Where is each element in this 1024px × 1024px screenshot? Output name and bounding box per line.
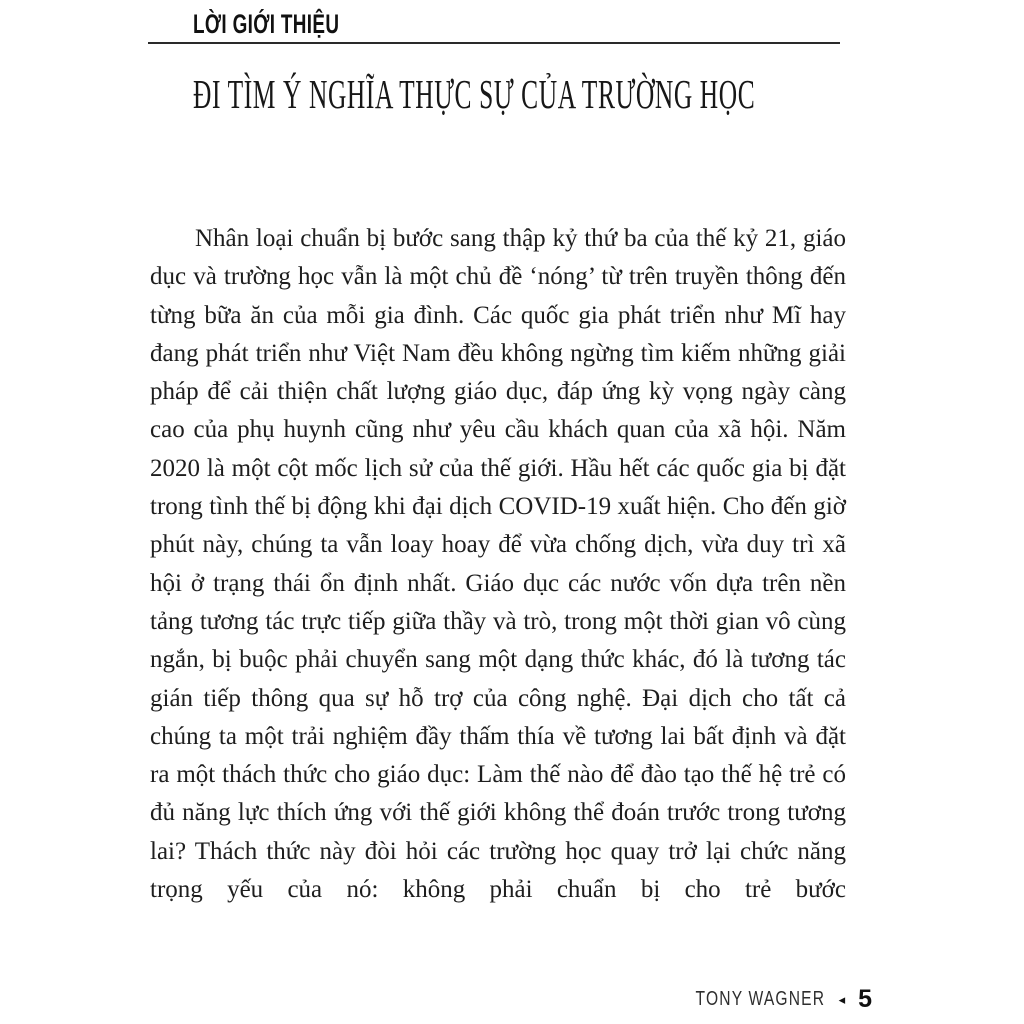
running-header: LỜI GIỚI THIỆU	[193, 9, 340, 39]
page-footer	[0, 985, 872, 1014]
chapter-title: ĐI TÌM Ý NGHĨA THỰC SỰ CỦA TRƯỜNG HỌC	[193, 71, 756, 117]
footer-author-name: TONY WAGNER	[695, 988, 826, 1010]
body-paragraph: Nhân loại chuẩn bị bước sang thập kỷ thứ ba của thế kỷ 21, giáo dục và trường học vẫn là một chủ đề ‘nóng’ từ trên truyền thông đến từng bữa ăn của mỗi gia đình. Các quốc gia phát triển như Mĩ hay đang phát triển như Việt Nam đều không ngừng tìm kiếm những giải pháp để cải thiện chất lượng giáo dục, đáp ứng kỳ vọng ngày càng cao của phụ huynh cũng như yêu cầu khách quan của xã hội. Năm 2020 là một cột mốc lịch sử của thế giới. Hầu hết các quốc gia bị đặt trong tình thế bị động khi đại dịch COVID-19 xuất hiện. Cho đến giờ phút này, chúng ta vẫn loay hoay để vừa chống dịch, vừa duy trì xã hội ở trạng thái ổn định nhất. Giáo dục các nước vốn dựa trên nền tảng tương tác trực tiếp giữa thầy và trò, trong một thời gian vô cùng ngắn, bị buộc phải chuyển sang một dạng thức khác, đó là tương tác gián tiếp thông qua sự hỗ trợ của công nghệ. Đại dịch cho tất cả chúng ta một trải nghiệm đầy thấm thía về tương lai bất định và đặt ra một thách thức cho giáo dục: Làm thế nào để đào tạo thế hệ trẻ có đủ năng lực thích ứng với thế giới không thể đoán trước trong tương lai? Thách thức này đòi hỏi các trường học quay trở lại chức năng trọng yếu của nó: không phải chuẩn bị cho trẻ bước	[150, 225, 846, 904]
left-triangle-icon: ◂	[838, 992, 846, 1007]
page-number: 5	[858, 985, 872, 1013]
header-rule-divider	[148, 42, 840, 44]
